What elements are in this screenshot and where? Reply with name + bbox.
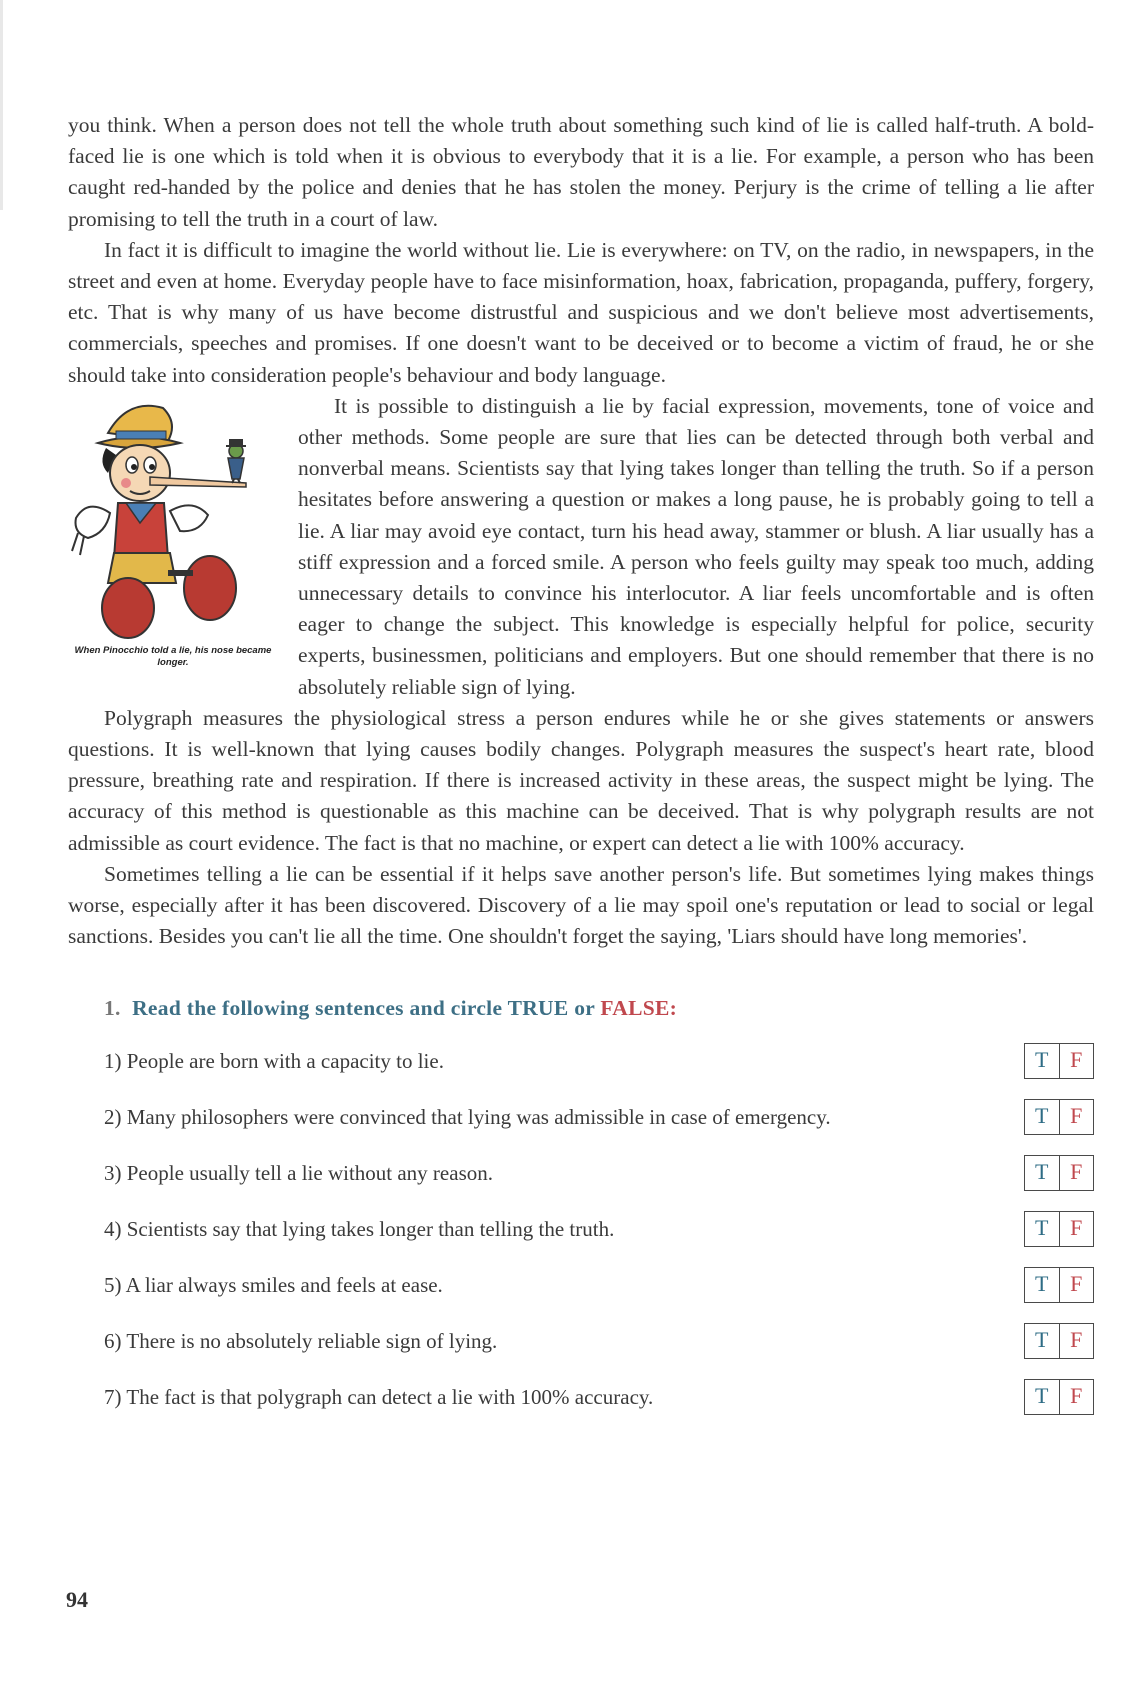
false-option[interactable]: F xyxy=(1070,1215,1083,1241)
list-item xyxy=(68,1379,1094,1435)
statement-text: 5) A liar always smiles and feels at ease. xyxy=(104,1273,443,1298)
true-false-list xyxy=(68,1043,1094,1435)
page-edge-shadow xyxy=(0,0,3,210)
false-option[interactable]: F xyxy=(1070,1271,1083,1297)
paragraph-2: In fact it is difficult to imagine the world without lie. Lie is everywhere: on TV, on the radio, in newspapers, in the street and even at home. Everyday people have to face misinformation, hoax, fabrication, propaganda, puffery, forgery, etc. That is why many of us have become distrustful and suspicious and we don't believe most advertisements, commercials, speeches and promises. If one doesn't want to be deceived or to become a victim of fraud, he or she should take into consideration people's behaviour and body language. xyxy=(68,237,1094,387)
paragraph-4: Polygraph measures the physiological stress a person endures while he or she gives statements or answers questions. It is well-known that lying causes bodily changes. Polygraph measures the suspect's heart rate, blood pressure, breathing rate and respiration. If there is increased activity in these areas, the suspect might be lying. The accuracy of this method is questionable as this machine can be deceived. That is why polygraph results are not admissible as court evidence. The fact is that no machine, or expert can detect a lie with 100% accuracy. xyxy=(68,705,1094,855)
false-option[interactable]: F xyxy=(1070,1047,1083,1073)
false-option[interactable]: F xyxy=(1070,1383,1083,1409)
true-option[interactable]: T xyxy=(1025,1212,1060,1246)
tf-answer-box xyxy=(1024,1099,1094,1135)
or-word: or xyxy=(574,996,595,1021)
pinocchio-figure xyxy=(68,393,278,693)
statement-text: 1) People are born with a capacity to lie. xyxy=(104,1049,444,1074)
tf-answer-box xyxy=(1024,1267,1094,1303)
false-option[interactable]: F xyxy=(1070,1103,1083,1129)
true-option[interactable]: T xyxy=(1025,1380,1060,1414)
figure-caption: When Pinocchio told a lie, his nose became longer. xyxy=(74,644,272,668)
paragraph-1: you think. When a person does not tell the whole truth about something such kind of lie is called half-truth. A bold-faced lie is one which is told when it is obvious to everybody that it is a lie. For example, a person who has been caught red-handed by the police and denies that he has stolen the money. Perjury is the crime of telling a lie after promising to tell the truth in a court of law. xyxy=(68,113,1094,231)
tf-answer-box xyxy=(1024,1155,1094,1191)
statement-text: 4) Scientists say that lying takes longer than telling the truth. xyxy=(104,1217,615,1242)
true-option[interactable]: T xyxy=(1025,1156,1060,1190)
statement-text: 2) Many philosophers were convinced that lying was admissible in case of emergency. xyxy=(104,1105,831,1130)
pinocchio-illustration xyxy=(68,393,278,643)
paragraph-5: Sometimes telling a lie can be essential if it helps save another person's life. But sometimes lying makes things worse, especially after it has been discovered. Discovery of a lie may spoil one's reputation or lead to social or legal sanctions. Besides you can't lie all the time. One shouldn't forget the saying, 'Liars should have long memories'. xyxy=(68,861,1094,949)
tf-answer-box xyxy=(1024,1211,1094,1247)
true-word: TRUE xyxy=(507,996,569,1021)
true-option[interactable]: T xyxy=(1025,1268,1060,1302)
tf-answer-box xyxy=(1024,1379,1094,1415)
false-option[interactable]: F xyxy=(1070,1159,1083,1185)
statement-text: 6) There is no absolutely reliable sign of lying. xyxy=(104,1329,498,1354)
list-item xyxy=(68,1211,1094,1267)
page-content xyxy=(68,110,1094,1435)
statement-text: 3) People usually tell a lie without any reason. xyxy=(104,1161,493,1186)
exercise-instruction: Read the following sentences and circle xyxy=(132,996,503,1021)
paragraph-3: It is possible to distinguish a lie by facial expression, movements, tone of voice and other methods. Some people are sure that lies can be detected through both verbal and nonverbal means. Scientists say that lying takes longer than telling the truth. So if a person hesitates before answering a question or makes a long pause, he is probably going to tell a lie. A liar may avoid eye contact, turn his head away, stammer or blush. A liar usually has a stiff expression and a forced smile. A person who feels guilty may speak too much, adding unnecessary details to convince his interlocutor. A liar feels uncomfortable and is often eager to change the subject. This knowledge is especially helpful for police, security experts, businessmen, politicians and employers. But one should remember that there is no absolutely reliable sign of lying. xyxy=(298,393,1094,699)
list-item xyxy=(68,1099,1094,1155)
page-number: 94 xyxy=(66,1587,88,1612)
list-item xyxy=(68,1267,1094,1323)
list-item xyxy=(68,1155,1094,1211)
false-option[interactable]: F xyxy=(1070,1327,1083,1353)
list-item xyxy=(68,1323,1094,1379)
false-word: FALSE: xyxy=(600,996,678,1021)
exercise-heading xyxy=(104,996,1094,1021)
true-option[interactable]: T xyxy=(1025,1324,1060,1358)
statement-text: 7) The fact is that polygraph can detect a lie with 100% accuracy. xyxy=(104,1385,654,1410)
tf-answer-box xyxy=(1024,1043,1094,1079)
true-option[interactable]: T xyxy=(1025,1100,1060,1134)
list-item xyxy=(68,1043,1094,1099)
exercise-number: 1. xyxy=(104,996,121,1021)
tf-answer-box xyxy=(1024,1323,1094,1359)
true-option[interactable]: T xyxy=(1025,1044,1060,1078)
